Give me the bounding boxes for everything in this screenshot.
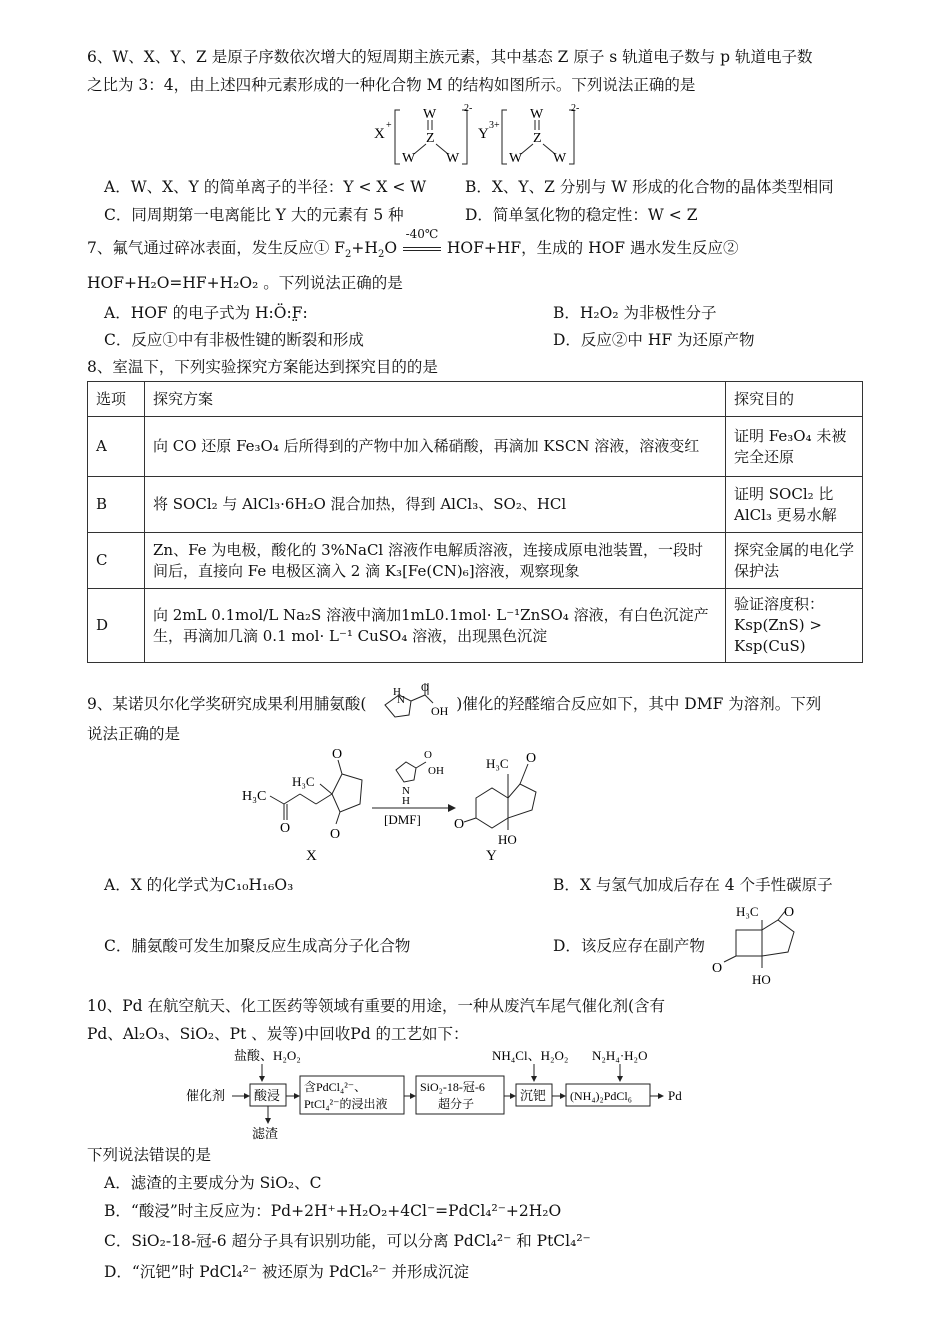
- q9-stem-line1: 9、某诺贝尔化学奖研究成果利用脯氨酸( O OH H N )催化的羟醛缩合反应如下，其中 DMF 为溶剂。下列: [87, 683, 821, 727]
- flow-step-leach: 酸浸: [254, 1088, 281, 1103]
- svg-text:O: O: [712, 961, 723, 976]
- q10-option-d: D．“沉钯”时 PdCl₄²⁻ 被还原为 PdCl₆²⁻ 并形成沉淀: [104, 1263, 470, 1281]
- svg-text:W: W: [446, 151, 460, 166]
- svg-text:H₃C: H₃C: [736, 904, 759, 919]
- svg-text:O: O: [330, 827, 341, 842]
- svg-text:H₃C: H₃C: [242, 789, 267, 804]
- svg-text:NH₄Cl、H₂O₂: NH₄Cl、H₂O₂: [492, 1048, 569, 1063]
- svg-text:H₃C: H₃C: [486, 756, 509, 771]
- svg-text:O: O: [454, 817, 465, 832]
- table-row: D 向 2mL 0.1mol/L Na₂S 溶液中滴加1mL0.1mol· L⁻¹ZnSO₄ 溶液，有白色沉淀产生，再滴加几滴 0.1 mol· L⁻¹ CuSO₄ 溶液，出现黑色沉淀 验证溶度积：Ksp(ZnS) > Ksp(CuS): [88, 589, 863, 663]
- svg-text:W: W: [423, 107, 437, 122]
- svg-text:O: O: [526, 751, 537, 766]
- q9-option-c: C．脯氨酸可发生加聚反应生成高分子化合物: [104, 937, 411, 955]
- svg-text:O: O: [280, 821, 291, 836]
- svg-text:H: H: [393, 686, 402, 698]
- flow-step-precipitate: 沉钯: [520, 1088, 547, 1103]
- svg-text:2-: 2-: [464, 103, 473, 114]
- table-row: C Zn、Fe 为电极，酸化的 3%NaCl 溶液作电解质溶液，连接成原电池装置，一段时间后，直接向 Fe 电极区滴入 2 滴 K₃[Fe(CN)₆]溶液，观察现象 探究金属的电化学保护法: [88, 533, 863, 589]
- svg-text:HO: HO: [752, 972, 771, 987]
- q6-option-b: B．X、Y、Z 分别与 W 形成的化合物的晶体类型相同: [465, 178, 834, 196]
- q9-stem-line2: 说法正确的是: [87, 725, 181, 743]
- q10-question: 下列说法错误的是: [87, 1146, 212, 1164]
- q9-label-y: Y: [486, 848, 497, 864]
- svg-text:Z: Z: [533, 131, 542, 146]
- svg-text:HO: HO: [498, 832, 517, 847]
- q8-stem: 8、室温下，下列实验探究方案能达到探究目的的是: [87, 358, 438, 376]
- q6-stem-line1: 6、W、X、Y、Z 是原子序数依次增大的短周期主族元素，其中基态 Z 原子 s 轨道电子数与 p 轨道电子数: [87, 48, 813, 66]
- svg-text:3+: 3+: [489, 120, 500, 131]
- q10-option-a: A．滤渣的主要成分为 SiO₂、C: [104, 1174, 322, 1192]
- proline-structure: [371, 683, 451, 727]
- table-row: B 将 SOCl₂ 与 AlCl₃·6H₂O 混合加热，得到 AlCl₃、SO₂、HCl 证明 SOCl₂ 比 AlCl₃ 更易水解: [88, 477, 863, 533]
- q9-byproduct-structure: [708, 898, 818, 990]
- svg-text:超分子: 超分子: [438, 1097, 475, 1111]
- q7-option-d: D．反应②中 HF 为还原产物: [553, 331, 755, 349]
- q6-structure-diagram: [370, 100, 590, 172]
- svg-text:盐酸、H₂O₂: 盐酸、H₂O₂: [234, 1048, 301, 1063]
- q9-reaction-scheme: [236, 748, 576, 868]
- q6-Y-atom: Y: [478, 126, 489, 142]
- table-header-row: 选项 探究方案 探究目的: [88, 382, 863, 417]
- svg-text:N₂H₄·H₂O: N₂H₄·H₂O: [592, 1048, 648, 1063]
- q9-solvent: [DMF]: [384, 812, 421, 827]
- svg-text:+: +: [386, 120, 392, 131]
- q6-stem-line2: 之比为 3：4，由上述四种元素形成的一种化合物 M 的结构如图所示。下列说法正确的是: [87, 76, 696, 94]
- svg-text:OH: OH: [431, 704, 449, 718]
- q10-stem-line1: 10、Pd 在航空航天、化工医药等领域有重要的用途，一种从废汽车尾气催化剂(含有: [87, 997, 666, 1015]
- svg-text:2-: 2-: [571, 103, 580, 114]
- q7-condition: -40℃: [405, 227, 439, 241]
- q6-option-d: D．简单氢化物的稳定性：W < Z: [465, 206, 698, 224]
- flow-waste: 滤渣: [252, 1126, 279, 1141]
- q7-option-c: C．反应①中有非极性键的断裂和形成: [104, 331, 364, 349]
- svg-text:O: O: [424, 749, 432, 761]
- table-row: A 向 CO 还原 Fe₃O₄ 后所得到的产物中加入稀硝酸，再滴加 KSCN 溶液，溶液变红 证明 Fe₃O₄ 未被完全还原: [88, 417, 863, 477]
- q6-option-a: A．W、X、Y 的简单离子的半径：Y < X < W: [104, 178, 427, 196]
- q10-flowchart: [180, 1046, 700, 1142]
- q9-label-x: X: [306, 848, 317, 864]
- svg-text:H: H: [402, 795, 410, 807]
- svg-text:H₃C: H₃C: [292, 774, 315, 789]
- q7-option-a: A．HOF 的电子式为 H:Ö:F̤:: [104, 304, 308, 322]
- svg-text:O: O: [421, 683, 430, 694]
- svg-text:W: W: [509, 151, 523, 166]
- q7-stem-line2: HOF+H₂O=HF+H₂O₂ 。下列说法正确的是: [87, 274, 403, 292]
- q9-option-a: A．X 的化学式为C₁₀H₁₆O₃: [104, 876, 294, 894]
- q6-X-atom: X: [374, 126, 385, 142]
- svg-text:O: O: [784, 905, 795, 920]
- q10-option-c: C．SiO₂-18-冠-6 超分子具有识别功能，可以分离 PdCl₄²⁻ 和 PtCl₄²⁻: [104, 1232, 591, 1250]
- q10-option-b: B．“酸浸”时主反应为：Pd+2H⁺+H₂O₂+4Cl⁻=PdCl₄²⁻+2H₂O: [104, 1202, 562, 1220]
- q6-option-c: C．同周期第一电离能比 Y 大的元素有 5 种: [104, 206, 404, 224]
- flow-product: (NH₄)₂PdCl₆: [570, 1089, 632, 1103]
- flow-final: Pd: [668, 1088, 682, 1103]
- flow-feed: 催化剂: [186, 1088, 226, 1103]
- q7-option-b: B．H₂O₂ 为非极性分子: [553, 304, 717, 322]
- svg-text:Z: Z: [426, 131, 435, 146]
- svg-text:W: W: [553, 151, 567, 166]
- svg-text:N: N: [402, 785, 410, 797]
- svg-text:N: N: [397, 694, 406, 706]
- svg-text:OH: OH: [428, 765, 444, 777]
- q9-option-b: B．X 与氢气加成后存在 4 个手性碳原子: [553, 876, 833, 894]
- q7-stem-line1: 7、氟气通过碎冰表面，发生反应① $F_2+H_2O$ -40℃ HOF+HF，生成的 HOF 遇水发生反应②: [87, 237, 738, 259]
- svg-text:W: W: [530, 107, 544, 122]
- svg-text:W: W: [402, 151, 416, 166]
- svg-text:含PdCl₄²⁻、: 含PdCl₄²⁻、: [304, 1080, 367, 1094]
- q9-option-d: D．该反应存在副产物: [553, 937, 705, 955]
- svg-text:SiO₂-18-冠-6: SiO₂-18-冠-6: [420, 1080, 485, 1094]
- q8-experiment-table: [87, 381, 863, 663]
- svg-text:PtCl₄²⁻的浸出液: PtCl₄²⁻的浸出液: [304, 1097, 388, 1111]
- q10-stem-line2: Pd、Al₂O₃、SiO₂、Pt 、炭等)中回收Pd 的工艺如下：: [87, 1025, 469, 1043]
- svg-text:O: O: [332, 748, 343, 762]
